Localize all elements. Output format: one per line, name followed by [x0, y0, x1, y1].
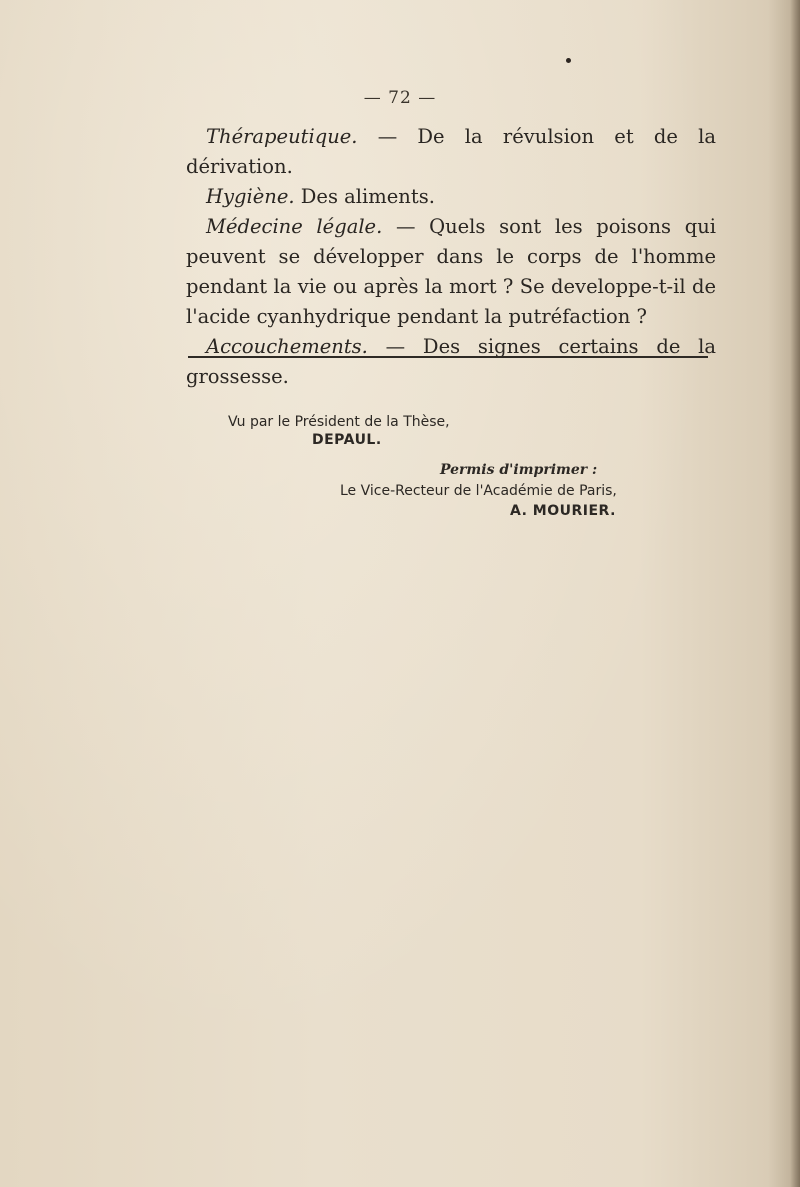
permis-imprimer-line: Permis d'imprimer :: [440, 462, 598, 478]
paragraph-text: — De la révulsion et de la dérivation.: [186, 125, 716, 178]
paragraph-heading: Accouchements.: [206, 335, 368, 358]
paragraph-heading: Hygiène.: [206, 185, 295, 208]
vu-par-line: Vu par le Président de la Thèse,: [228, 414, 450, 430]
paragraph-therapeutique: [186, 122, 716, 182]
recteur-name: A. MOURIER.: [510, 503, 616, 519]
body-text: [186, 122, 716, 392]
paragraph-text: — Quels sont les poisons qui peuvent se développer dans le corps de l'homme pendant la vie ou après la mort ? Se developpe-t-il de l'acide cyanhydrique pendant la putréfaction ?: [186, 215, 716, 328]
paragraph-text: — Des signes certains de la grossesse.: [186, 335, 716, 388]
paragraph-heading: Thérapeutique.: [206, 125, 358, 148]
horizontal-rule: [188, 356, 708, 358]
vice-recteur-line: Le Vice-Recteur de l'Académie de Paris,: [340, 483, 617, 499]
paragraph-heading: Médecine légale.: [206, 215, 383, 238]
page-edge-shadow: [790, 0, 800, 1187]
paragraph-hygiene: [186, 182, 716, 212]
president-name: DEPAUL.: [312, 432, 382, 448]
page-number: — 72 —: [363, 88, 437, 108]
ink-speck: [566, 58, 571, 63]
paragraph-accouchements: [186, 332, 716, 392]
paragraph-medecine-legale: [186, 212, 716, 332]
paragraph-text: Des aliments.: [294, 185, 435, 208]
